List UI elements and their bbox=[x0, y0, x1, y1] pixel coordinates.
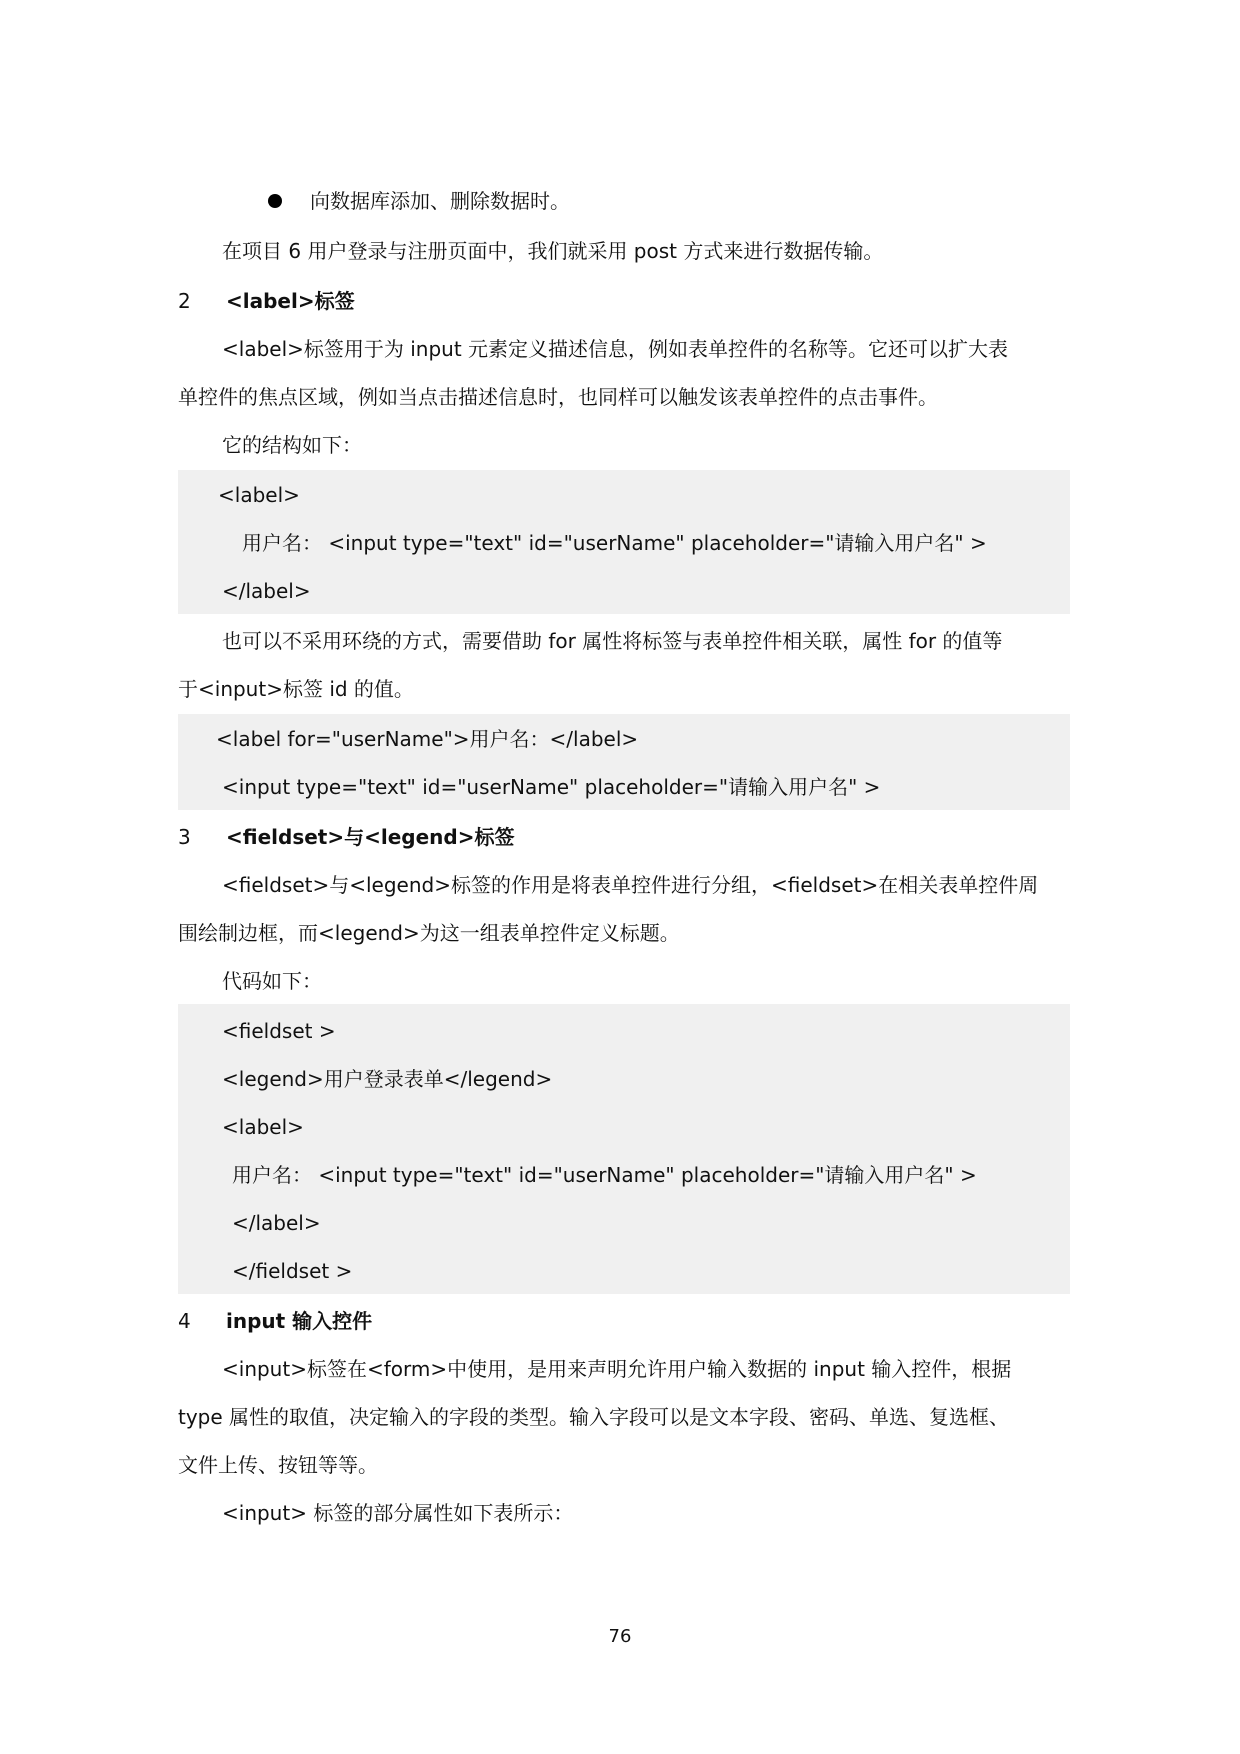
section-title: <label>标签 bbox=[226, 289, 355, 313]
for-attribute-line-1: 也可以不采用环绕的方式，需要借助 for 属性将标签与表单控件相关联，属性 for 的值等 bbox=[222, 629, 1003, 653]
section-number: 4 bbox=[178, 1309, 191, 1333]
section-number: 2 bbox=[178, 289, 191, 313]
fieldset-description-line-1: <fieldset>与<legend>标签的作用是将表单控件进行分组，<fieldset>在相关表单控件周 bbox=[222, 873, 1039, 897]
section-heading-fieldset bbox=[178, 822, 514, 852]
code-line: <legend>用户登录表单</legend> bbox=[222, 1067, 553, 1091]
fieldset-description-line-2: 围绘制边框，而<legend>为这一组表单控件定义标题。 bbox=[178, 921, 680, 945]
page-number: 76 bbox=[608, 1626, 632, 1647]
code-line: </label> bbox=[222, 579, 311, 603]
code-line: <label> bbox=[218, 483, 300, 507]
code-line: <input type="text" id="userName" placeholder="请输入用户名" > bbox=[222, 775, 881, 799]
code-line: </label> bbox=[232, 1211, 321, 1235]
section-heading-input bbox=[178, 1306, 372, 1336]
input-description-line-3: 文件上传、按钮等等。 bbox=[178, 1453, 378, 1477]
code-block-label-for bbox=[178, 714, 1070, 810]
label-description-line-1: <label>标签用于为 input 元素定义描述信息，例如表单控件的名称等。它还可以扩大表 bbox=[222, 337, 1009, 361]
table-intro: <input> 标签的部分属性如下表所示： bbox=[222, 1501, 574, 1525]
bullet-dot-icon bbox=[268, 194, 282, 208]
code-line: <fieldset > bbox=[222, 1019, 336, 1043]
section-title: input 输入控件 bbox=[226, 1309, 373, 1333]
input-description-line-1: <input>标签在<form>中使用，是用来声明允许用户输入数据的 input 输入控件，根据 bbox=[222, 1357, 1012, 1381]
code-block-fieldset bbox=[178, 1004, 1070, 1294]
code-line: </fieldset > bbox=[232, 1259, 353, 1283]
section-heading-label bbox=[178, 286, 355, 316]
code-intro: 代码如下： bbox=[222, 969, 322, 993]
for-attribute-line-2: 于<input>标签 id 的值。 bbox=[178, 677, 414, 701]
section-number: 3 bbox=[178, 825, 191, 849]
structure-intro: 它的结构如下： bbox=[222, 433, 362, 457]
code-block-label-wrap bbox=[178, 470, 1070, 614]
input-description-line-2: type 属性的取值，决定输入的字段的类型。输入字段可以是文本字段、密码、单选、复选框、 bbox=[178, 1405, 1010, 1429]
post-note-paragraph: 在项目 6 用户登录与注册页面中，我们就采用 post 方式来进行数据传输。 bbox=[222, 239, 884, 263]
code-line: <label for="userName">用户名：</label> bbox=[216, 727, 639, 751]
bullet-text: 向数据库添加、删除数据时。 bbox=[310, 189, 570, 213]
label-description-line-2: 单控件的焦点区域，例如当点击描述信息时，也同样可以触发该表单控件的点击事件。 bbox=[178, 385, 938, 409]
code-line: 用户名： <input type="text" id="userName" placeholder="请输入用户名" > bbox=[242, 531, 987, 555]
code-line: 用户名： <input type="text" id="userName" placeholder="请输入用户名" > bbox=[232, 1163, 977, 1187]
code-line: <label> bbox=[222, 1115, 304, 1139]
section-title: <fieldset>与<legend>标签 bbox=[226, 825, 515, 849]
